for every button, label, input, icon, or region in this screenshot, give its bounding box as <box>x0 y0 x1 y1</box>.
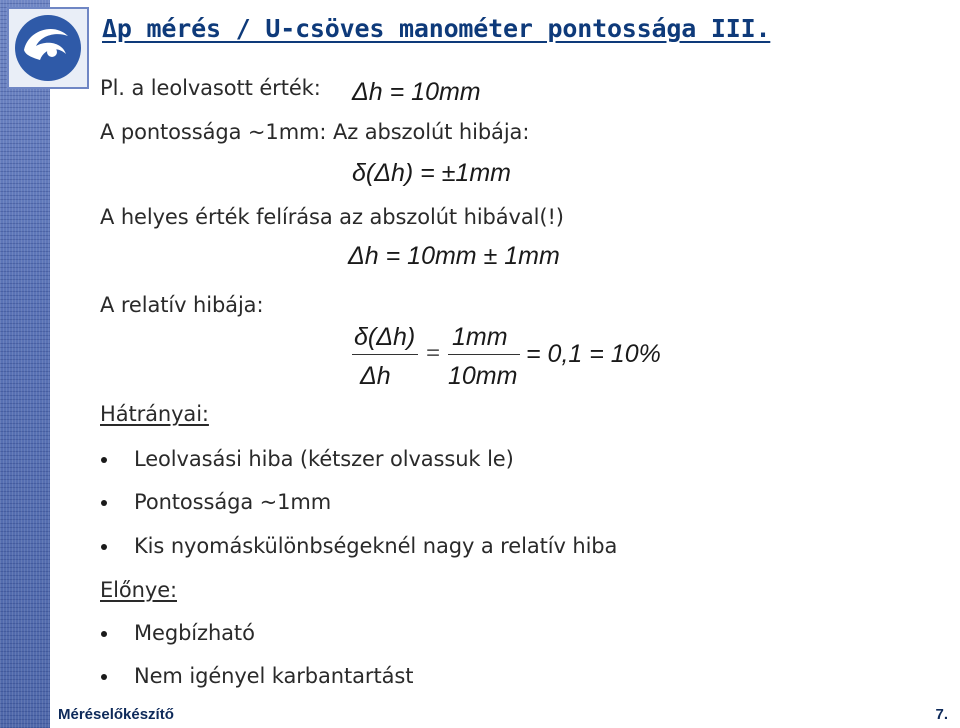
fraction-denominator-left: Δh <box>360 362 391 390</box>
bullet-icon <box>101 674 107 680</box>
equation-absolute-error: δ(Δh) = ±1mm <box>352 159 511 187</box>
fraction-numerator-left: δ(Δh) <box>354 323 416 351</box>
page-title: Δp mérés / U-csöves manométer pontossága III. <box>102 14 771 43</box>
accuracy-text: A pontossága ~1mm: Az abszolút hibája: <box>100 120 530 144</box>
drawback-item: Leolvasási hiba (kétszer olvassuk le) <box>134 447 514 471</box>
correct-value-text: A helyes érték felírása az abszolút hibával(!) <box>100 205 564 229</box>
example-label: Pl. a leolvasott érték: <box>100 76 321 100</box>
advantage-item: Megbízható <box>134 621 255 645</box>
bullet-icon <box>101 544 107 550</box>
equals-sign: = <box>426 340 441 367</box>
fraction-numerator-right: 1mm <box>452 323 508 351</box>
equation-reading: Δh = 10mm <box>352 78 481 106</box>
drawbacks-heading: Hátrányai: <box>100 402 209 426</box>
drawback-item: Kis nyomáskülönbségeknél nagy a relatív hiba <box>134 534 618 558</box>
relative-error-label: A relatív hibája: <box>100 293 264 317</box>
footer-label: Méréselőkészítő <box>58 706 174 723</box>
bullet-icon <box>101 500 107 506</box>
logo-icon <box>6 6 90 90</box>
bullet-icon <box>101 457 107 463</box>
fraction-bar-right <box>448 354 520 355</box>
equation-value-with-error: Δh = 10mm ± 1mm <box>348 242 560 270</box>
sidebar-decoration <box>0 0 50 728</box>
bullet-icon <box>101 631 107 637</box>
advantage-item: Nem igényel karbantartást <box>134 664 414 688</box>
fraction-bar-left <box>352 354 418 355</box>
drawback-item: Pontossága ~1mm <box>134 490 332 514</box>
advantages-heading: Előnye: <box>100 578 177 602</box>
relative-error-result: = 0,1 = 10% <box>526 340 661 368</box>
page-number: 7. <box>935 706 948 723</box>
fraction-denominator-right: 10mm <box>448 362 518 390</box>
